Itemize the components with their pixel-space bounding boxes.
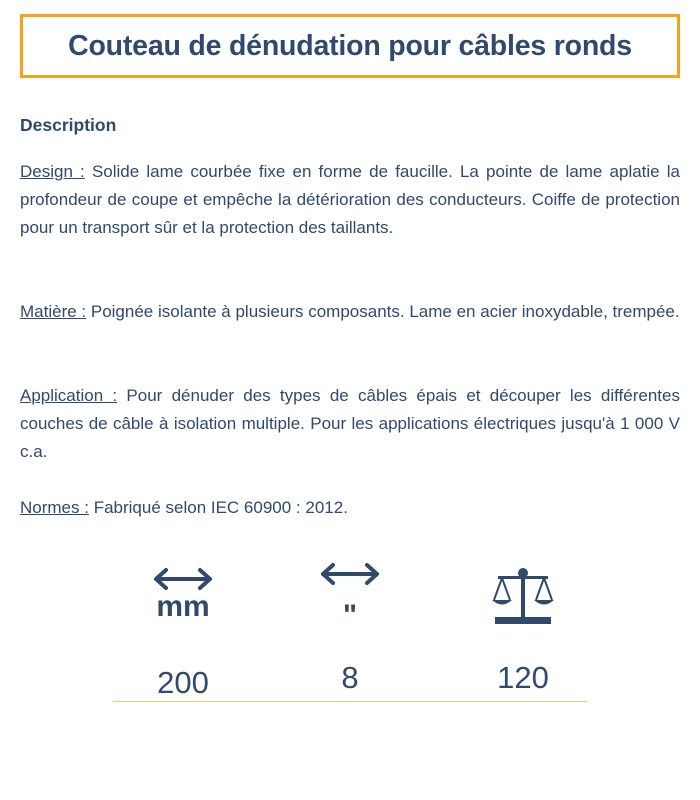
normes-label: Normes : (20, 498, 89, 517)
spec-inch (280, 566, 420, 695)
spec-weight-value: 120 (497, 660, 549, 695)
matiere-paragraph (20, 298, 680, 326)
design-label: Design : (20, 162, 85, 181)
application-label: Application : (20, 386, 118, 405)
spec-weight (453, 566, 593, 695)
application-text: Pour dénuder des types de câbles épais et découper les différentes couches de câble à isolation multiple. Pour les applications électriques jusqu'à 1 000 V c.a. (20, 386, 680, 461)
design-text: Solide lame courbée fixe en forme de faucille. La pointe de lame aplatie la profondeur de coupe et empêche la détérioration des conducteurs. Coiffe de protection pour un transport sûr et la protection des taillants. (20, 162, 680, 237)
design-paragraph (20, 158, 680, 242)
spec-inch-unit: " (342, 599, 358, 632)
page-title: Couteau de dénudation pour câbles ronds (68, 29, 632, 62)
normes-paragraph (20, 494, 680, 522)
matiere-text: Poignée isolante à plusieurs composants. Lame en acier inoxydable, trempée. (86, 302, 680, 321)
double-arrow-icon (152, 566, 214, 592)
matiere-label: Matière : (20, 302, 87, 321)
normes-text: Fabriqué selon IEC 60900 : 2012. (88, 498, 348, 517)
spec-divider (113, 701, 587, 702)
spec-length (113, 566, 253, 700)
description-heading: Description (20, 115, 117, 135)
spec-length-value: 200 (157, 665, 209, 700)
spec-length-unit: mm (156, 590, 210, 623)
title-box (20, 14, 680, 78)
application-paragraph (20, 382, 680, 466)
spec-inch-value: 8 (341, 660, 359, 695)
balance-scale-icon (490, 566, 556, 626)
double-arrow-icon (319, 561, 381, 587)
